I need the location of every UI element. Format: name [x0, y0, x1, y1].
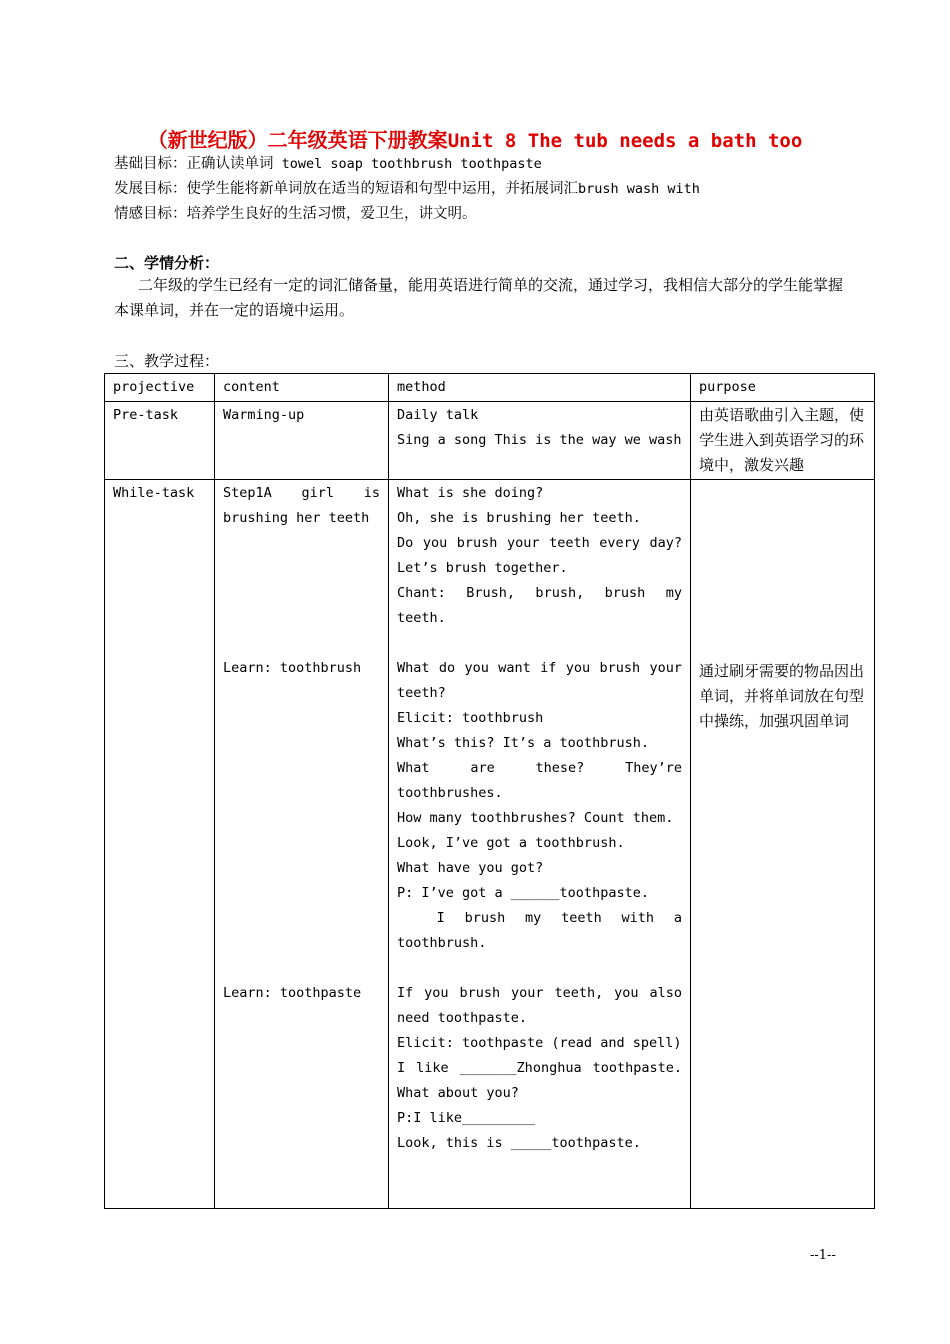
method-line: Sing a song This is the way we wash — [397, 432, 682, 448]
cell-projective: Pre-task — [105, 402, 215, 480]
content-learn-toothbrush: Learn: toothbrush — [223, 660, 362, 676]
goal-words: brush wash with — [578, 181, 700, 197]
method-line: If you brush your teeth, you also need toothpaste. — [397, 985, 682, 1026]
goal-text: 使学生能将新单词放在适当的短语和句型中运用，并拓展词汇 — [186, 181, 578, 197]
method-line: Oh, she is brushing her teeth. — [397, 510, 641, 526]
teaching-process-table — [104, 373, 875, 1209]
cell-content — [215, 480, 389, 1209]
cell-content: Warming-up — [215, 402, 389, 480]
content-step: Step1A girl is brushing her teeth — [223, 485, 380, 526]
cell-purpose: 由英语歌曲引入主题，使学生进入到英语学习的环境中，激发兴趣 — [691, 402, 875, 480]
header-purpose: purpose — [691, 374, 875, 402]
cell-method — [389, 480, 691, 1209]
method-line: Elicit: toothbrush — [397, 710, 544, 726]
goal-words: towel soap toothbrush toothpaste — [273, 156, 542, 172]
header-projective: projective — [105, 374, 215, 402]
table-row — [105, 480, 875, 1209]
document-title — [0, 124, 950, 153]
goal-development — [114, 177, 700, 198]
goal-label: 情感目标： — [114, 206, 187, 222]
section-3-heading: 三、教学过程： — [114, 352, 220, 370]
content-learn-toothpaste: Learn: toothpaste — [223, 985, 362, 1001]
goal-text: 培养学生良好的生活习惯，爱卫生，讲文明。 — [186, 206, 477, 222]
goal-label: 基础目标： — [114, 156, 187, 172]
goal-label: 发展目标： — [114, 181, 187, 197]
table-row — [105, 402, 875, 480]
method-line: P:I like_________ — [397, 1110, 536, 1126]
cell-method — [389, 402, 691, 480]
method-line: Chant: Brush, brush, brush my teeth. — [397, 585, 682, 626]
method-line: I brush my teeth with a toothbrush. — [397, 910, 691, 951]
goal-text: 正确认读单词 — [186, 156, 274, 172]
method-line: P: I’ve got a ______toothpaste. — [397, 885, 649, 901]
title-chinese: （新世纪版）二年级英语下册教案 — [147, 128, 448, 152]
page-number: --1-- — [810, 1248, 836, 1263]
method-line: What do you want if you brush your teeth? — [397, 660, 682, 701]
method-line: Look, this is _____toothpaste. — [397, 1135, 641, 1151]
goal-emotion — [114, 202, 477, 223]
goal-basic — [114, 152, 542, 173]
method-line: I like _______Zhonghua toothpaste. What about you? — [397, 1060, 682, 1101]
method-line: What have you got? — [397, 860, 544, 876]
method-line: Do you brush your teeth every day? Let’s brush together. — [397, 535, 682, 576]
header-content: content — [215, 374, 389, 402]
section-2-paragraph: 二年级的学生已经有一定的词汇储备量，能用英语进行简单的交流，通过学习，我相信大部分的学生能掌握本课单词，并在一定的语境中运用。 — [114, 276, 844, 319]
method-line: Daily talk — [397, 407, 479, 423]
method-line: Elicit: toothpaste (read and spell) — [397, 1035, 682, 1051]
method-line: What are these? They’re toothbrushes. — [397, 760, 682, 801]
table-header-row — [105, 374, 875, 402]
method-line: What is she doing? — [397, 485, 544, 501]
purpose-text: 通过刷牙需要的物品因出单词，并将单词放在句型中操练，加强巩固单词 — [699, 662, 865, 730]
header-method: method — [389, 374, 691, 402]
section-2-heading: 二、学情分析： — [114, 254, 220, 272]
method-line: Look, I’ve got a toothbrush. — [397, 835, 625, 851]
title-english: Unit 8 The tub needs a bath too — [447, 130, 803, 152]
cell-purpose — [691, 480, 875, 1209]
cell-projective: While-task — [105, 480, 215, 1209]
method-line: What’s this? It’s a toothbrush. — [397, 735, 649, 751]
method-line: How many toothbrushes? Count them. — [397, 810, 674, 826]
